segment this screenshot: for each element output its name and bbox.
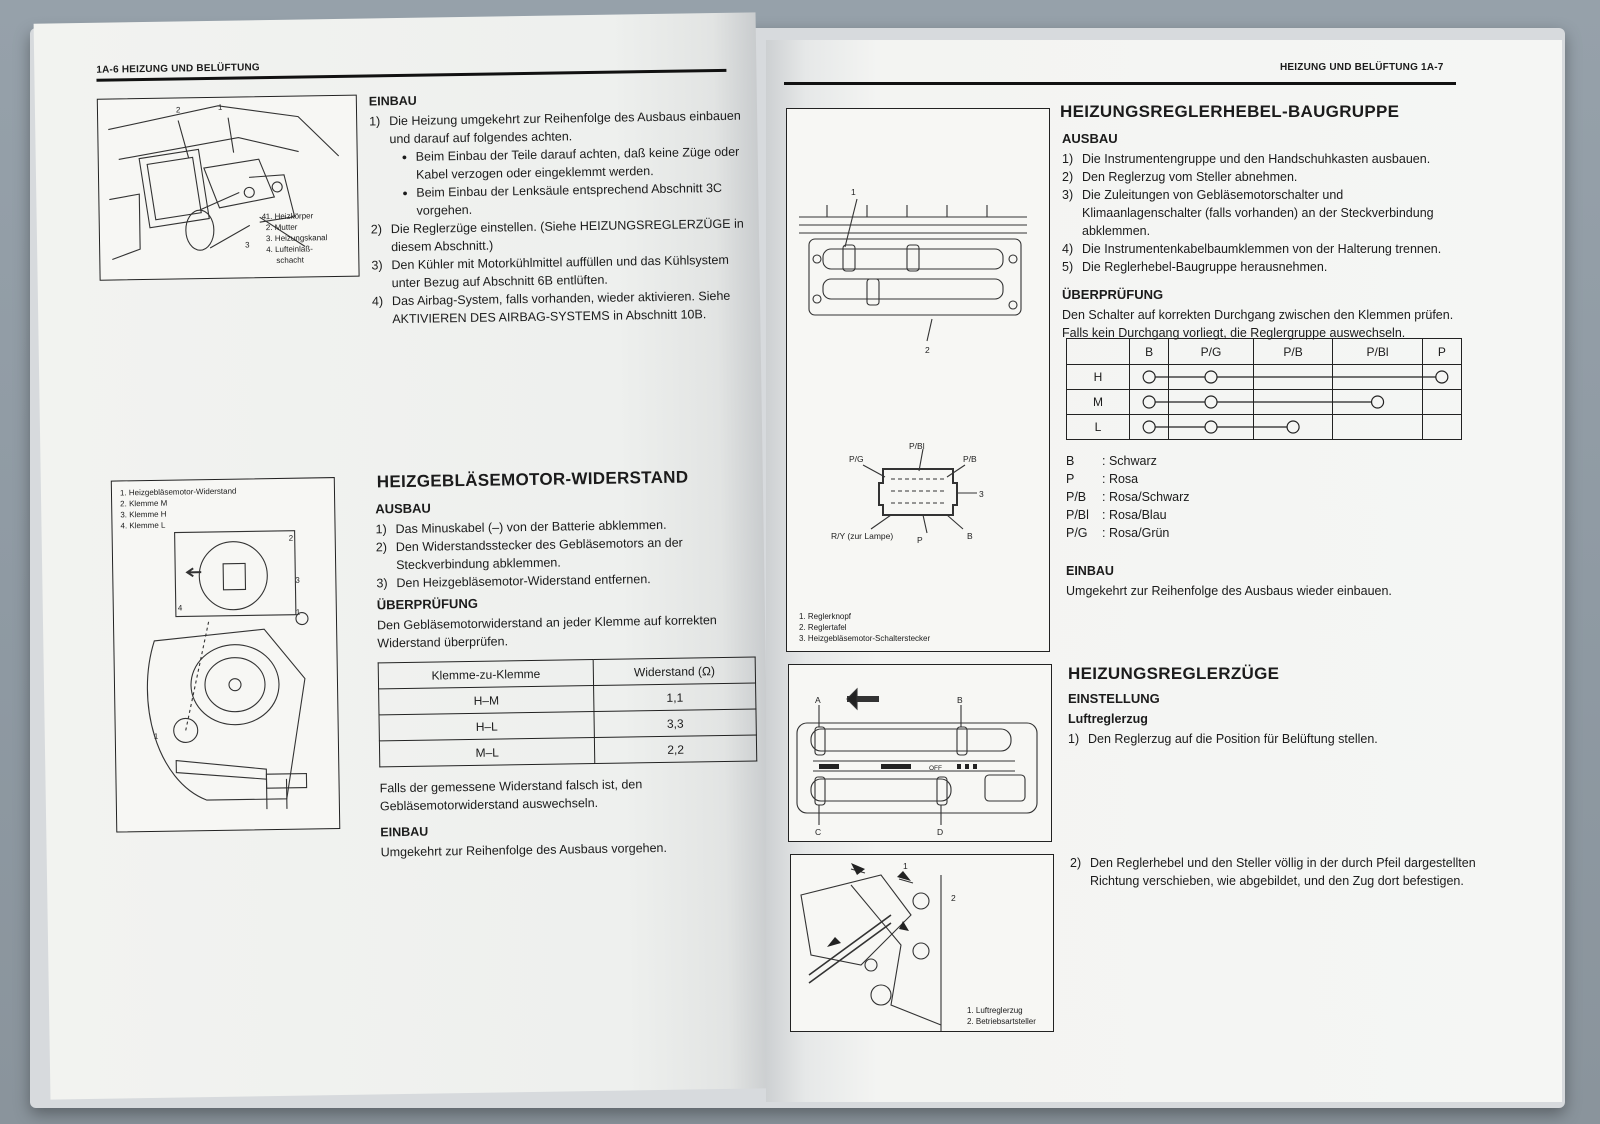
dot-cell [1422,390,1461,415]
row-label: L [1067,415,1130,440]
figure-blower-resistor [111,477,341,832]
step-item [376,532,759,574]
dot-cell [1169,390,1253,415]
step-item [372,286,753,328]
callout-c: C [815,827,822,837]
legend-row [1066,506,1190,524]
legend-key: P/B [1066,490,1087,504]
callout-2: 2 [951,893,956,903]
step-text: Die Instrumentenkabelbaumklemmen von der Halterung trennen. [1082,242,1442,256]
table-header-row [1067,339,1462,365]
table-cell: 2,2 [595,735,757,764]
step-number: 1) [1062,152,1074,166]
table-header-cell: Widerstand (Ω) [593,657,755,686]
resistance-table [378,656,758,767]
caption-line: 4. Lufteinlaß- [266,244,313,255]
table-row [1067,415,1462,440]
bullet-item: ● Beim Einbau der Teile darauf achten, daß keine Züge oder Kabel verzogen oder eingeklemmt werden. [402,143,751,184]
table-cell: 1,1 [594,683,756,712]
svg-text:2: 2 [288,533,294,543]
legend-value: : Rosa [1102,472,1139,486]
step-number: 3) [371,258,383,273]
callout-a: A [815,695,821,705]
legend-key: P/Bl [1066,508,1089,522]
dot-cell [1130,390,1169,415]
pruefung-heading: ÜBERPRÜFUNG [1062,287,1164,302]
svg-text:3: 3 [295,575,300,585]
table-header-cell: P/G [1169,339,1253,365]
einbau-text: Umgekehrt zur Reihenfolge des Ausbaus vorgehen. [380,840,668,860]
step-text: Die Instrumentengruppe und den Handschuhkasten ausbauen. [1082,152,1431,166]
dot-cell [1333,390,1422,415]
figure-captions [967,1005,1036,1027]
svg-text:1: 1 [295,607,301,617]
ausbau-heading: AUSBAU [1062,131,1118,146]
right-page [766,40,1562,1102]
step-item [369,107,750,149]
step-item [1062,258,1462,276]
svg-text:3: 3 [245,240,250,250]
legend-key: P [1066,472,1075,486]
pin-label-p: P [917,535,923,545]
step-item [1070,854,1482,890]
pin-label-b: B [967,531,973,541]
legend-row [1066,488,1190,506]
step-number: 5) [1062,260,1074,274]
table-row [379,735,756,767]
figure-control-panel [788,664,1052,842]
svg-text:4: 4 [261,212,267,222]
step-text: Den Reglerzug vom Steller abnehmen. [1082,170,1298,184]
legend-row [1066,452,1190,470]
step-number: 4) [1062,242,1074,256]
table-row [1067,365,1462,390]
step-item [1068,730,1478,748]
step-text: Den Heizgebläsemotor-Widerstand entfernen. [396,572,651,591]
legend-row [1066,524,1190,542]
step-number: 2) [1070,856,1082,870]
einbau-block [369,83,753,329]
step-text: Den Kühler mit Motorkühlmittel auffüllen und das Kühlsystem unter Bezug auf Abschnitt 6B entlüften. [391,252,729,291]
figure-cable-linkage [790,854,1054,1032]
legend-value: : Rosa/Blau [1102,508,1167,522]
step-number: 2) [375,540,388,555]
cables-block [1068,686,1478,748]
bullet-item: ● Beim Einbau der Lenksäule entsprechend Abschnitt 3C vorgehen. [402,179,751,220]
step-text: Die Zuleitungen von Gebläsemotorschalter und Klimaanlagenschalter (falls vorhanden) an der Steckverbindung abklemmen. [1082,188,1434,238]
caption-line: 4. Klemme L [120,520,166,531]
step-text: Den Widerstandsstecker des Gebläsemotors an der Steckverbindung abklemmen. [395,535,683,573]
caption-line: schacht [276,255,304,265]
callout-b: B [957,695,963,705]
step-number: 3) [376,576,388,591]
step-text: Die Reglerhebel-Baugruppe herausnehmen. [1082,260,1328,274]
step-text: Das Airbag-System, falls vorhanden, wieder aktivieren. Siehe AKTIVIEREN DES AIRBAG-SYSTEMS in Abschnitt 10B. [391,288,731,327]
dot-cell [1253,365,1333,390]
legend-key: B [1066,454,1075,468]
step-item [1062,240,1462,258]
table-cell: 3,3 [594,709,756,738]
callout-d: D [937,827,944,837]
step-text: Den Reglerhebel und den Steller völlig in der durch Pfeil dargestellten Richtung verschieben, wie abgebildet, und den Zug dort befestigen. [1090,856,1476,888]
callout-3: 3 [979,489,984,499]
dot-cell [1169,365,1253,390]
dot-cell [1130,415,1169,440]
step-text: Die Reglerzüge einstellen. (Siehe HEIZUNGSREGLERZÜGE in diesem Abschnitt.) [390,216,744,255]
einstellung-heading: EINSTELLUNG [1068,691,1160,706]
svg-text:2: 2 [175,105,181,115]
table-header-cell: B [1130,339,1169,365]
table-header-cell: P/B [1253,339,1333,365]
step-number: 1) [375,522,387,537]
dot-cell [1422,415,1461,440]
legend-value: : Schwarz [1102,454,1157,468]
caption-line: 1. Luftreglerzug [967,1006,1023,1015]
figure-captions [266,210,328,266]
table-header-cell [1067,339,1130,365]
step-number: 2) [1062,170,1074,184]
caption-line: 3. Heizgebläsemotor-Schalterstecker [799,634,931,643]
table-header-cell: P [1422,339,1461,365]
cables-step2 [1070,854,1482,890]
svg-text:1: 1 [153,731,159,741]
wire-color-legend [1066,452,1190,542]
caption-line: 2. Mutter [265,222,298,233]
pruefung-heading: ÜBERPRÜFUNG [376,595,478,613]
pin-label-ry: R/Y (zur Lampe) [831,531,894,541]
step-text: Das Minuskabel (–) von der Batterie abklemmen. [395,517,667,537]
einbau-heading: EINBAU [380,824,429,840]
table-cell: M–L [379,738,595,767]
section-title-cables: HEIZUNGSREGLERZÜGE [1068,664,1280,683]
step-text: Die Heizung umgekehrt zur Reihenfolge des Ausbaus einbauen und darauf auf folgendes achten. [389,108,741,147]
dot-cell [1422,365,1461,390]
caption-line: 3. Heizungskanal [265,233,328,244]
caption-line: 2. Klemme M [120,498,168,509]
off-label: OFF [929,765,942,772]
step-number: 4) [371,294,384,309]
dot-cell [1169,415,1253,440]
svg-text:1: 1 [217,102,223,112]
dot-cell [1333,415,1422,440]
svg-text:4: 4 [177,603,183,613]
einbau-heading: EINBAU [368,93,417,109]
caption-line: 2. Betriebsartsteller [967,1017,1036,1026]
callout-2: 2 [925,345,930,355]
table-cell: H–L [379,712,595,741]
callout-1: 1 [851,187,856,197]
pin-label-pbl: P/Bl [909,441,925,451]
pruefung-text: Den Gebläsemotorwiderstand an jeder Klemme auf korrekten Widerstand überprüfen. [376,613,717,651]
pin-label-pg: P/G [849,454,864,464]
legend-value: : Rosa/Grün [1102,526,1170,540]
dot-cell [1130,365,1169,390]
running-head-left: 1A-6 HEIZUNG UND BELÜFTUNG [96,62,260,76]
table-row [1067,390,1462,415]
luftreglerzug-heading: Luftreglerzug [1068,712,1148,726]
legend-row [1066,470,1190,488]
dot-cell [1333,365,1422,390]
step-item [1062,150,1462,168]
caption-line: 1. Heizgebläsemotor-Widerstand [119,486,237,498]
table-header-cell: Klemme-zu-Klemme [378,660,594,689]
einbau-text: Umgekehrt zur Reihenfolge des Ausbaus wieder einbauen. [1066,584,1392,598]
ausbau-heading: AUSBAU [375,500,431,517]
caption-line: 1. Reglerknopf [799,612,852,621]
legend-key: P/G [1066,526,1088,540]
running-head-right: HEIZUNG UND BELÜFTUNG 1A-7 [1280,62,1444,73]
control-panel-illustration [787,109,1049,651]
caption-line: 2. Reglertafel [799,623,847,632]
step-number: 1) [369,114,381,129]
left-page [34,12,773,1099]
step-number: 1) [1068,732,1080,746]
figure-captions [799,611,930,644]
resistor-block [375,490,763,861]
continuity-table [1066,338,1462,440]
lever-block [1062,126,1462,342]
figure-heater-removal [97,95,360,281]
table-header-cell: P/Bl [1333,339,1422,365]
step-item [1062,168,1462,186]
dot-cell [1253,415,1333,440]
pruefung-text: Den Schalter auf korrekten Durchgang zwischen den Klemmen prüfen. Falls kein Durchgang vorliegt, die Reglergruppe auswechseln. [1062,308,1454,340]
step-number: 3) [1062,188,1074,202]
legend-value: : Rosa/Schwarz [1102,490,1190,504]
step-number: 2) [370,222,383,237]
pin-label-pb: P/B [963,454,977,464]
figure-control-lever [786,108,1050,652]
header-rule-right [784,82,1456,85]
step-item [371,250,752,292]
row-label: M [1067,390,1130,415]
row-label: H [1067,365,1130,390]
callout-1: 1 [903,861,908,871]
panel-illustration [789,665,1051,841]
lever-einbau-block [1066,558,1462,600]
caption-line: 3. Klemme H [120,509,167,520]
step-text: Den Reglerzug auf die Position für Belüftung stellen. [1088,732,1378,746]
einbau-heading: EINBAU [1066,564,1114,578]
dot-cell [1253,390,1333,415]
section-title-resistor: HEIZGEBLÄSEMOTOR-WIDERSTAND [376,467,689,492]
step-item [1062,186,1462,240]
blower-illustration [112,478,339,831]
step-item [371,214,752,256]
section-title-lever: HEIZUNGSREGLERHEBEL-BAUGRUPPE [1060,102,1400,121]
caption-line: 1. Heizkörper [265,211,314,222]
table-cell: H–M [379,686,595,715]
after-table-text: Falls der gemessene Widerstand falsch ist, den Gebläsemotorwiderstand auswechseln. [379,777,643,814]
